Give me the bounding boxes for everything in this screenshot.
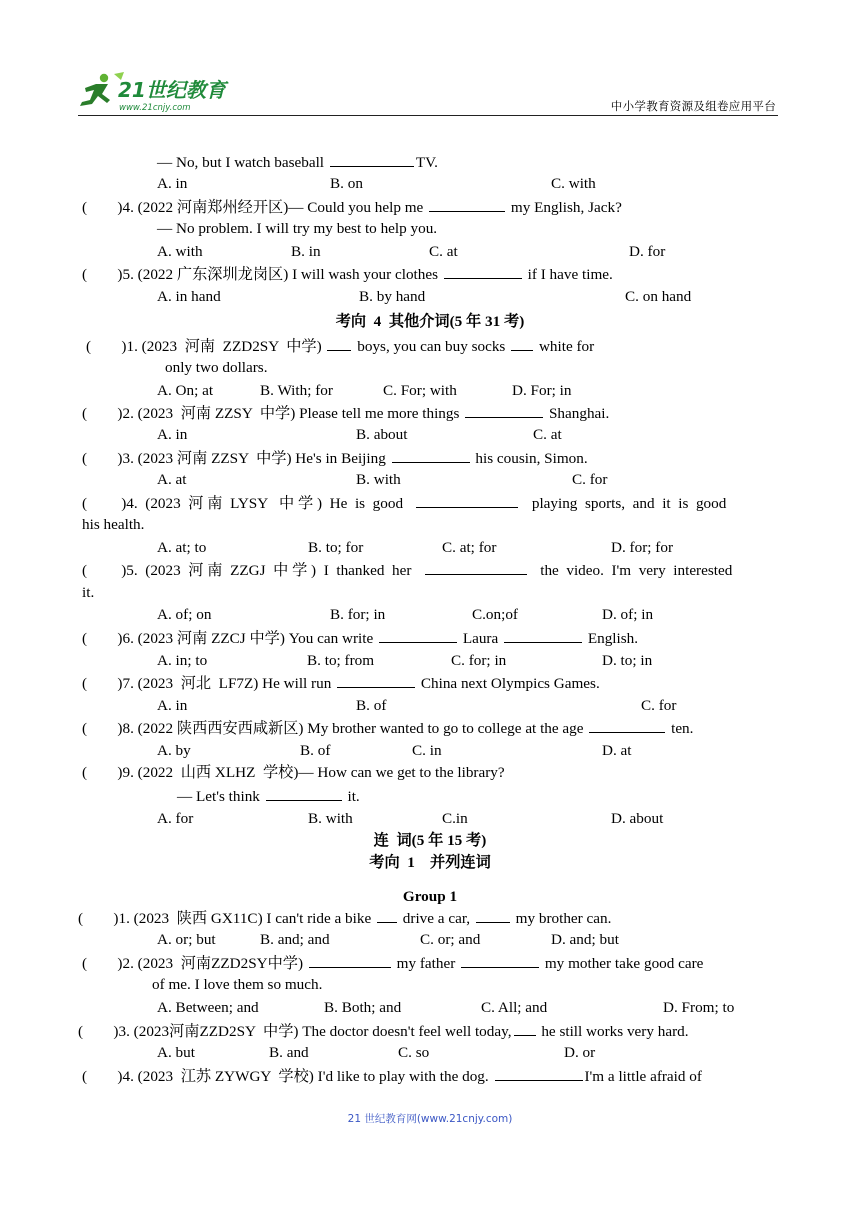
runner-logo-icon bbox=[74, 70, 244, 115]
text-line bbox=[356, 471, 401, 489]
text-line bbox=[82, 265, 613, 284]
line-text: white for bbox=[535, 338, 595, 355]
line-text: B. and; and bbox=[260, 931, 330, 948]
text-line bbox=[629, 243, 665, 261]
text-line bbox=[157, 742, 191, 760]
answer-blank[interactable] bbox=[444, 265, 522, 279]
line-text: A. for bbox=[157, 810, 194, 827]
text-line bbox=[157, 382, 213, 400]
line-text: A. at bbox=[157, 471, 187, 488]
text-line bbox=[82, 764, 505, 782]
answer-blank[interactable] bbox=[266, 787, 342, 801]
answer-blank[interactable] bbox=[330, 153, 414, 167]
line-text: ( )2. (2023 河南 ZZSY 中学) Please tell me more things bbox=[82, 405, 464, 422]
answer-blank[interactable] bbox=[461, 954, 539, 968]
line-text: Laura bbox=[459, 630, 503, 647]
line-text: drive a car, bbox=[399, 910, 474, 927]
text-line bbox=[82, 954, 703, 973]
line-text: A. in; to bbox=[157, 652, 208, 669]
text-line bbox=[451, 652, 506, 670]
line-text: my mother take good care bbox=[541, 955, 704, 972]
answer-blank[interactable] bbox=[495, 1067, 583, 1081]
line-text: B. of bbox=[300, 742, 331, 759]
line-text: the video. I'm very interested bbox=[528, 562, 733, 579]
line-text: D. to; in bbox=[602, 652, 653, 669]
section-heading bbox=[0, 832, 860, 850]
line-text: C. for bbox=[641, 697, 677, 714]
line-text: ( )8. (2022 陕西西安西咸新区) My brother wanted to go to college at the age bbox=[82, 720, 588, 737]
text-line bbox=[512, 382, 572, 400]
text-line bbox=[78, 1022, 689, 1041]
line-text: ( )5. (2023 河 南 ZZGJ 中 学 ) I thanked her bbox=[82, 562, 423, 579]
line-text: A. in bbox=[157, 175, 188, 192]
text-line bbox=[308, 810, 353, 828]
text-line bbox=[82, 561, 732, 580]
line-text: B. Both; and bbox=[324, 999, 402, 1016]
answer-blank[interactable] bbox=[309, 954, 391, 968]
line-text: D. of; in bbox=[602, 606, 654, 623]
text-line bbox=[260, 382, 333, 400]
line-text: it. bbox=[82, 584, 95, 601]
line-text: — No, but I watch baseball bbox=[157, 154, 328, 171]
answer-blank[interactable] bbox=[511, 337, 533, 351]
line-text: TV. bbox=[415, 154, 438, 171]
text-line bbox=[78, 909, 611, 928]
text-line bbox=[157, 999, 259, 1017]
line-text: A. in bbox=[157, 426, 188, 443]
line-text: ( )7. (2023 河北 LF7Z) He will run bbox=[82, 675, 336, 692]
answer-blank[interactable] bbox=[589, 719, 665, 733]
text-line bbox=[307, 652, 374, 670]
line-text: C.in bbox=[442, 810, 468, 827]
text-line bbox=[157, 426, 187, 444]
line-text: my brother can. bbox=[511, 910, 612, 927]
logo-url: www.21cnjy.com bbox=[119, 103, 191, 113]
text-line bbox=[82, 1067, 702, 1086]
text-line bbox=[602, 742, 632, 760]
line-text: ( )2. (2023 河南ZZD2SY中学) bbox=[82, 955, 307, 972]
text-line bbox=[533, 426, 562, 444]
text-line bbox=[602, 606, 653, 624]
text-line bbox=[157, 175, 187, 193]
line-text: ( )1. (2023 陕西 GX11C) I can't ride a bike bbox=[78, 910, 375, 927]
line-text: C. on hand bbox=[625, 288, 692, 305]
text-line bbox=[291, 243, 321, 261]
line-text: D. For; in bbox=[512, 382, 572, 399]
line-text: A. in hand bbox=[157, 288, 221, 305]
answer-blank[interactable] bbox=[514, 1022, 536, 1036]
text-line bbox=[611, 810, 663, 828]
line-text: C. at bbox=[533, 426, 562, 443]
line-text: D. at bbox=[602, 742, 632, 759]
line-text: D. about bbox=[611, 810, 664, 827]
line-text: ( )6. (2023 河南 ZZCJ 中学) You can write bbox=[82, 630, 378, 647]
line-text: A. of; on bbox=[157, 606, 212, 623]
line-text: A. in bbox=[157, 697, 188, 714]
text-line bbox=[300, 742, 330, 760]
text-line bbox=[551, 931, 619, 949]
line-text: A. at; to bbox=[157, 539, 207, 556]
text-line bbox=[157, 220, 437, 238]
line-text: if I have time. bbox=[523, 266, 613, 283]
text-line bbox=[308, 539, 363, 557]
line-text: C. in bbox=[412, 742, 442, 759]
text-line bbox=[420, 931, 480, 949]
line-text: C. for bbox=[572, 471, 608, 488]
line-text: China next Olympics Games. bbox=[417, 675, 600, 692]
line-text: it. bbox=[343, 788, 360, 805]
text-line bbox=[157, 471, 187, 489]
answer-blank[interactable] bbox=[327, 337, 351, 351]
text-line bbox=[157, 931, 216, 949]
line-text: B. to; from bbox=[307, 652, 375, 669]
text-line bbox=[165, 359, 268, 377]
line-text: B. of bbox=[356, 697, 387, 714]
line-text: ( )1. (2023 河南 ZZD2SY 中学) bbox=[86, 338, 326, 355]
line-text: ( )4. (2023 河 南 LYSY 中 学 ) He is good bbox=[82, 495, 415, 512]
text-line bbox=[157, 652, 207, 670]
line-text: ( )3. (2023河南ZZD2SY 中学) The doctor doesn't feel well today, bbox=[78, 1023, 512, 1040]
line-text: I'm a little afraid of bbox=[584, 1068, 702, 1085]
text-line bbox=[152, 976, 322, 994]
line-text: B. to; for bbox=[308, 539, 364, 556]
text-line bbox=[157, 539, 206, 557]
line-text: C. at; for bbox=[442, 539, 497, 556]
line-text: C. For; with bbox=[383, 382, 457, 399]
line-text: of me. I love them so much. bbox=[152, 976, 323, 993]
text-line bbox=[157, 810, 193, 828]
text-line bbox=[412, 742, 442, 760]
text-line bbox=[330, 175, 363, 193]
text-line bbox=[356, 697, 386, 715]
line-text: A. by bbox=[157, 742, 191, 759]
logo-text: 21世纪教育 bbox=[118, 78, 226, 102]
line-text: Group 1 bbox=[402, 888, 458, 905]
text-line bbox=[602, 652, 652, 670]
line-text: C. at bbox=[429, 243, 458, 260]
text-line bbox=[177, 787, 360, 806]
section-heading bbox=[0, 313, 860, 331]
text-line bbox=[572, 471, 607, 489]
line-text: ( )9. (2022 山西 XLHZ 学校)— How can we get to the library? bbox=[82, 764, 505, 781]
text-line bbox=[442, 810, 468, 828]
text-line bbox=[157, 697, 187, 715]
footer-site: 21 世纪教育网(www.21cnjy.com) bbox=[347, 1113, 513, 1125]
line-text: boys, you can buy socks bbox=[353, 338, 510, 355]
line-text: B. for; in bbox=[330, 606, 386, 623]
line-text: A. On; at bbox=[157, 382, 214, 399]
text-line bbox=[383, 382, 457, 400]
text-line bbox=[82, 449, 588, 468]
line-text: he still works very hard. bbox=[537, 1023, 689, 1040]
line-text: his health. bbox=[82, 516, 145, 533]
text-line bbox=[330, 606, 385, 624]
line-text: ( )4. (2022 河南郑州经开区)— Could you help me bbox=[82, 199, 428, 216]
answer-blank[interactable] bbox=[465, 404, 543, 418]
header-divider bbox=[78, 115, 778, 116]
text-line bbox=[82, 584, 94, 602]
text-line bbox=[551, 175, 596, 193]
line-text: 考向 1 并列连词 bbox=[369, 854, 491, 871]
answer-blank[interactable] bbox=[416, 494, 518, 508]
answer-blank[interactable] bbox=[425, 561, 527, 575]
line-text: C. with bbox=[551, 175, 596, 192]
line-text: B. in bbox=[291, 243, 321, 260]
text-line bbox=[82, 198, 622, 217]
line-text: ( )5. (2022 广东深圳龙岗区) I will wash your clothes bbox=[82, 266, 442, 283]
section-heading bbox=[0, 854, 860, 872]
line-text: D. for bbox=[629, 243, 666, 260]
answer-blank[interactable] bbox=[504, 629, 582, 643]
text-line bbox=[82, 629, 638, 648]
answer-blank[interactable] bbox=[377, 909, 397, 923]
line-text: B. about bbox=[356, 426, 408, 443]
text-line bbox=[429, 243, 458, 261]
line-text: B. With; for bbox=[260, 382, 333, 399]
line-text: C.on;of bbox=[472, 606, 518, 623]
line-text: C. so bbox=[398, 1044, 430, 1061]
line-text: Shanghai. bbox=[545, 405, 610, 422]
line-text: B. and bbox=[269, 1044, 309, 1061]
line-text: C. All; and bbox=[481, 999, 548, 1016]
text-line bbox=[356, 426, 407, 444]
text-line bbox=[472, 606, 518, 624]
line-text: — Let's think bbox=[177, 788, 264, 805]
text-line bbox=[157, 243, 203, 261]
answer-blank[interactable] bbox=[429, 198, 505, 212]
text-line bbox=[157, 288, 221, 306]
line-text: ten. bbox=[667, 720, 694, 737]
line-text: my father bbox=[392, 955, 460, 972]
line-text: ( )4. (2023 江苏 ZYWGY 学校) I'd like to play with the dog. bbox=[82, 1068, 493, 1085]
line-text: only two dollars. bbox=[165, 359, 268, 376]
answer-blank[interactable] bbox=[379, 629, 457, 643]
text-line bbox=[398, 1044, 429, 1062]
line-text: 连 词(5 年 15 考) bbox=[373, 832, 487, 849]
section-heading bbox=[0, 888, 860, 906]
text-line bbox=[564, 1044, 595, 1062]
line-text: D. for; for bbox=[611, 539, 673, 556]
line-text: D. and; but bbox=[551, 931, 619, 948]
line-text: ( )3. (2023 河南 ZZSY 中学) He's in Beijing bbox=[82, 450, 390, 467]
line-text: B. with bbox=[356, 471, 401, 488]
answer-blank[interactable] bbox=[476, 909, 510, 923]
text-line bbox=[260, 931, 330, 949]
line-text: A. or; but bbox=[157, 931, 216, 948]
logo bbox=[74, 70, 244, 115]
line-text: his cousin, Simon. bbox=[471, 450, 588, 467]
line-text: — No problem. I will try my best to help you. bbox=[157, 220, 438, 237]
text-line bbox=[82, 404, 609, 423]
line-text: English. bbox=[584, 630, 639, 647]
line-text: C. or; and bbox=[420, 931, 481, 948]
line-text: B. by hand bbox=[359, 288, 426, 305]
text-line bbox=[269, 1044, 309, 1062]
line-text: playing sports, and it is good bbox=[520, 495, 727, 512]
text-line bbox=[611, 539, 673, 557]
answer-blank[interactable] bbox=[392, 449, 470, 463]
text-line bbox=[641, 697, 676, 715]
text-line bbox=[625, 288, 691, 306]
text-line bbox=[157, 1044, 195, 1062]
line-text: D. or bbox=[564, 1044, 596, 1061]
text-line bbox=[86, 337, 594, 356]
line-text: my English, Jack? bbox=[507, 199, 622, 216]
text-line bbox=[82, 719, 693, 738]
line-text: A. with bbox=[157, 243, 203, 260]
text-line bbox=[82, 516, 144, 534]
line-text: D. From; to bbox=[663, 999, 735, 1016]
line-text: A. Between; and bbox=[157, 999, 259, 1016]
text-line bbox=[442, 539, 496, 557]
text-line bbox=[157, 153, 438, 172]
line-text: B. on bbox=[330, 175, 363, 192]
line-text: C. for; in bbox=[451, 652, 507, 669]
line-text: A. but bbox=[157, 1044, 195, 1061]
text-line bbox=[324, 999, 401, 1017]
text-line bbox=[359, 288, 425, 306]
header-platform-name: 中小学教育资源及组卷应用平台 bbox=[610, 99, 776, 113]
line-text: 考向 4 其他介词(5 年 31 考) bbox=[335, 313, 525, 330]
text-line bbox=[82, 494, 726, 513]
text-line bbox=[157, 606, 211, 624]
text-line bbox=[82, 674, 600, 693]
line-text: B. with bbox=[308, 810, 353, 827]
answer-blank[interactable] bbox=[337, 674, 415, 688]
text-line bbox=[663, 999, 734, 1017]
text-line bbox=[481, 999, 547, 1017]
